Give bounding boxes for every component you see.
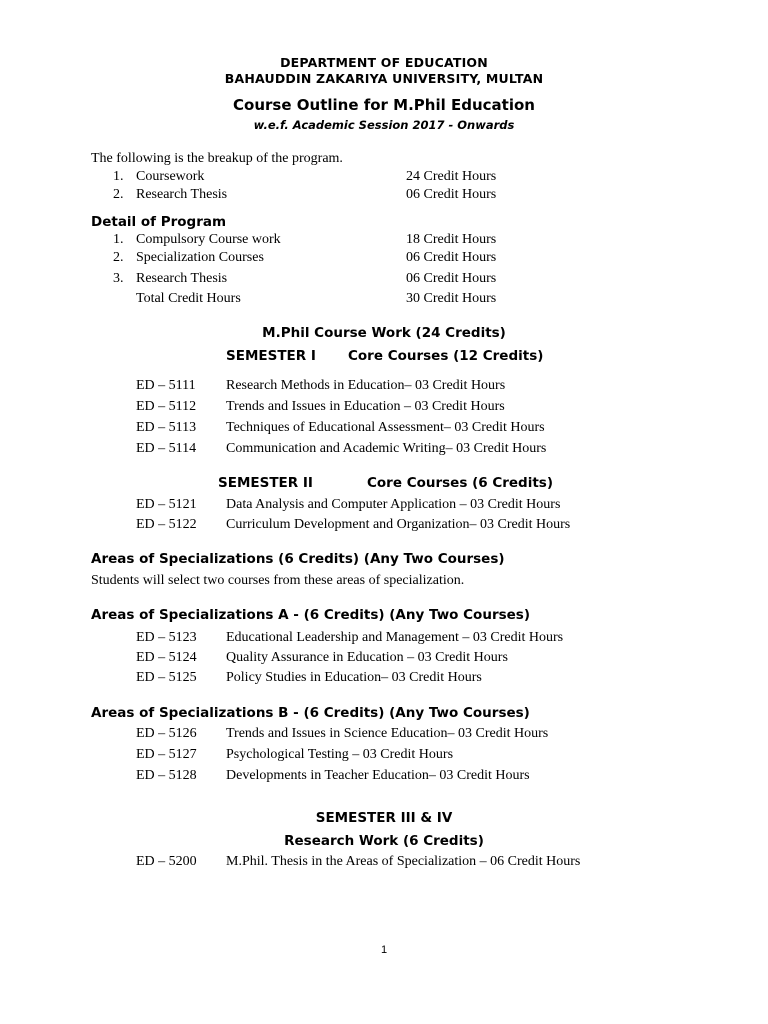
course-title: Techniques of Educational Assessment– 03 Credit Hours — [226, 420, 545, 435]
course-title: Policy Studies in Education– 03 Credit Hours — [226, 670, 482, 685]
specializations-note: Students will select two courses from these areas of specialization. — [91, 573, 465, 588]
list-item-label: Research Thesis — [136, 187, 228, 202]
course-code: ED – 5123 — [136, 630, 197, 645]
total-label: Total Credit Hours — [136, 291, 241, 306]
list-item-hours: 06 Credit Hours — [406, 187, 497, 202]
course-code: ED – 5124 — [136, 650, 197, 665]
course-code: ED – 5128 — [136, 768, 197, 783]
total-hours: 30 Credit Hours — [406, 291, 497, 306]
course-title: Research Methods in Education– 03 Credit Hours — [226, 378, 506, 393]
course-code: ED – 5112 — [136, 399, 197, 414]
breakup-intro: The following is the breakup of the program. — [91, 151, 343, 166]
semester1-label: SEMESTER I — [226, 348, 316, 364]
coursework-heading: M.Phil Course Work (24 Credits) — [262, 325, 506, 341]
semester2-core: Core Courses (6 Credits) — [367, 475, 554, 491]
list-item-label: Research Thesis — [136, 271, 228, 286]
semester2-label: SEMESTER II — [218, 475, 313, 491]
course-code: ED – 5111 — [136, 378, 196, 393]
course-code: ED – 5125 — [136, 670, 197, 685]
list-item-number: 1. — [113, 169, 124, 184]
course-title: Psychological Testing – 03 Credit Hours — [226, 747, 454, 762]
research-work-heading: Research Work (6 Credits) — [284, 833, 484, 849]
course-code: ED – 5122 — [136, 517, 197, 532]
list-item-label: Compulsory Course work — [136, 232, 281, 247]
course-code: ED – 5114 — [136, 441, 197, 456]
list-item-number: 2. — [113, 250, 124, 265]
list-item-number: 1. — [113, 232, 124, 247]
document-title: Course Outline for M.Phil Education — [233, 96, 535, 114]
list-item-number: 3. — [113, 271, 124, 286]
course-code: ED – 5127 — [136, 747, 197, 762]
list-item-hours: 24 Credit Hours — [406, 169, 497, 184]
page-number: 1 — [380, 944, 388, 956]
list-item-hours: 06 Credit Hours — [406, 250, 497, 265]
course-code: ED – 5121 — [136, 497, 197, 512]
course-title: Quality Assurance in Education – 03 Credit Hours — [226, 650, 508, 665]
course-title: Communication and Academic Writing– 03 Credit Hours — [226, 441, 547, 456]
list-item-label: Specialization Courses — [136, 250, 264, 265]
list-item-number: 2. — [113, 187, 124, 202]
course-title: Curriculum Development and Organization– 03 Credit Hours — [226, 517, 571, 532]
list-item-label: Coursework — [136, 169, 205, 184]
university-name: BAHAUDDIN ZAKARIYA UNIVERSITY, MULTAN — [224, 71, 544, 86]
spec-a-heading: Areas of Specializations A - (6 Credits) (Any Two Courses) — [91, 607, 530, 623]
detail-heading: Detail of Program — [91, 214, 227, 230]
semester34-label: SEMESTER III & IV — [315, 810, 453, 826]
document-subtitle: w.e.f. Academic Session 2017 - Onwards — [253, 118, 515, 132]
course-code: ED – 5113 — [136, 420, 197, 435]
department-name: DEPARTMENT OF EDUCATION — [280, 55, 488, 70]
course-code: ED – 5126 — [136, 726, 197, 741]
list-item-hours: 06 Credit Hours — [406, 271, 497, 286]
course-code: ED – 5200 — [136, 854, 197, 869]
course-title: Trends and Issues in Science Education– 03 Credit Hours — [226, 726, 549, 741]
specializations-heading: Areas of Specializations (6 Credits) (Any Two Courses) — [91, 551, 505, 567]
spec-b-heading: Areas of Specializations B - (6 Credits) (Any Two Courses) — [91, 705, 530, 721]
list-item-hours: 18 Credit Hours — [406, 232, 497, 247]
course-title: Trends and Issues in Education – 03 Credit Hours — [226, 399, 505, 414]
course-title: Developments in Teacher Education– 03 Credit Hours — [226, 768, 530, 783]
course-title: M.Phil. Thesis in the Areas of Specialization – 06 Credit Hours — [226, 854, 581, 869]
course-title: Educational Leadership and Management – 03 Credit Hours — [226, 630, 564, 645]
course-title: Data Analysis and Computer Application – 03 Credit Hours — [226, 497, 561, 512]
semester1-core: Core Courses (12 Credits) — [348, 348, 544, 364]
